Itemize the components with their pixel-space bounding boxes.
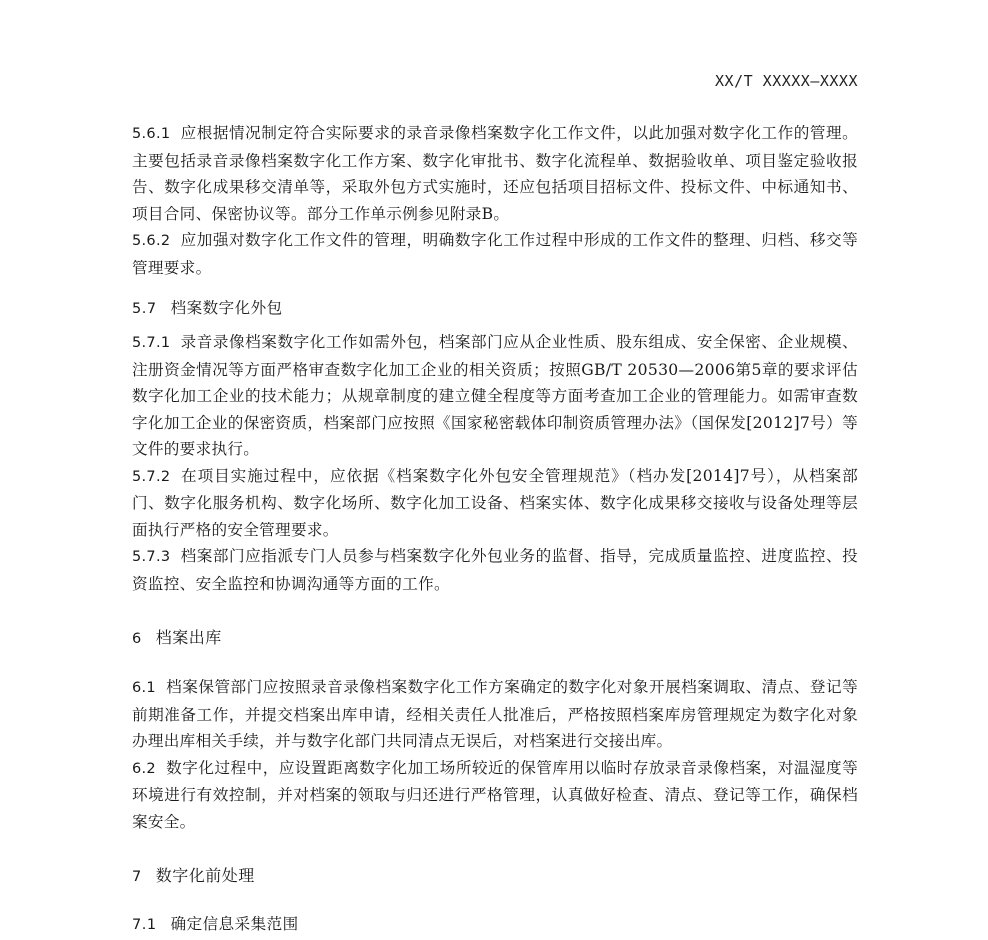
clause-text: 数字化过程中，应设置距离数字化加工场所较近的保管库用以临时存放录音录像档案，对温湿度等环境进行有效控制，并对档案的领取与归还进行严格管理，认真做好检查、清点、登记等工作，确保档案安全。 <box>132 758 858 831</box>
section-title: 档案出库 <box>155 628 222 647</box>
clause-number: 6.1 <box>132 680 156 696</box>
section-number: 7 <box>132 869 142 885</box>
section-heading-6 <box>132 625 858 648</box>
clause-text: 档案保管部门应按照录音录像档案数字化工作方案确定的数字化对象开展档案调取、清点、登记等前期准备工作，并提交档案出库申请，经相关责任人批准后，严格按照档案库房管理规定为数字化对象办理出库相关手续，并与数字化部门共同清点无误后，对档案进行交接出库。 <box>132 678 858 750</box>
clause-text: 应加强对数字化工作文件的管理，明确数字化工作过程中形成的工作文件的整理、归档、移交等管理要求。 <box>132 231 858 277</box>
clause-number: 6.2 <box>132 760 156 777</box>
clause-5-6-2 <box>132 227 858 281</box>
clause-number: 5.7.3 <box>132 549 171 565</box>
clause-number: 5.6.2 <box>132 233 171 249</box>
section-title: 数字化前处理 <box>155 866 255 885</box>
section-number: 7.1 <box>132 917 157 933</box>
clause-number: 5.6.1 <box>132 126 171 142</box>
page-header: XX/T XXXXX—XXXX <box>715 72 858 90</box>
clause-6-2 <box>132 755 858 836</box>
section-heading-5-7 <box>132 296 858 318</box>
section-number: 5.7 <box>132 301 157 317</box>
clause-text: 档案部门应指派专门人员参与档案数字化外包业务的监督、指导，完成质量监控、进度监控、投资监控、安全监控和协调沟通等方面的工作。 <box>132 547 858 593</box>
clause-5-7-3 <box>132 543 858 597</box>
section-heading-7-1 <box>132 912 858 934</box>
clause-5-7-1 <box>132 329 858 463</box>
clause-text: 在项目实施过程中，应依据《档案数字化外包安全管理规范》（档办发[2014]7号），从档案部门、数字化服务机构、数字化场所、数字化加工设备、档案实体、数字化成果移交接收与设备处理等层面执行严格的安全管理要求。 <box>132 466 858 539</box>
clause-text: 应根据情况制定符合实际要求的录音录像档案数字化工作文件，以此加强对数字化工作的管理。主要包括录音录像档案数字化工作方案、数字化审批书、数字化流程单、数据验收单、项目鉴定验收报告、数字化成果移交清单等，采取外包方式实施时，还应包括项目招标文件、投标文件、中标通知书、项目合同、保密协议等。部分工作单示例参见附录B。 <box>132 124 858 223</box>
clause-5-7-2 <box>132 463 858 544</box>
clause-number: 5.7.2 <box>132 468 171 485</box>
section-number: 6 <box>132 631 142 647</box>
clause-number: 5.7.1 <box>132 335 171 351</box>
document-body <box>132 120 858 934</box>
clause-text: 录音录像档案数字化工作如需外包，档案部门应从企业性质、股东组成、安全保密、企业规模、注册资金情况等方面严格审查数字化加工企业的相关资质；按照GB/T 20530—2006第5章的要求评估数字化加工企业的技术能力；从规章制度的建立健全程度等方面考查加工企业的管理能力。如需审查数字化加工企业的保密资质，档案部门应按照《国家秘密载体印制资质管理办法》（国保发[2012]7号）等文件的要求执行。 <box>132 333 858 458</box>
section-heading-7 <box>132 863 858 886</box>
section-title: 确定信息采集范围 <box>170 915 299 933</box>
section-title: 档案数字化外包 <box>170 299 283 317</box>
clause-6-1 <box>132 674 858 755</box>
clause-5-6-1 <box>132 120 858 227</box>
